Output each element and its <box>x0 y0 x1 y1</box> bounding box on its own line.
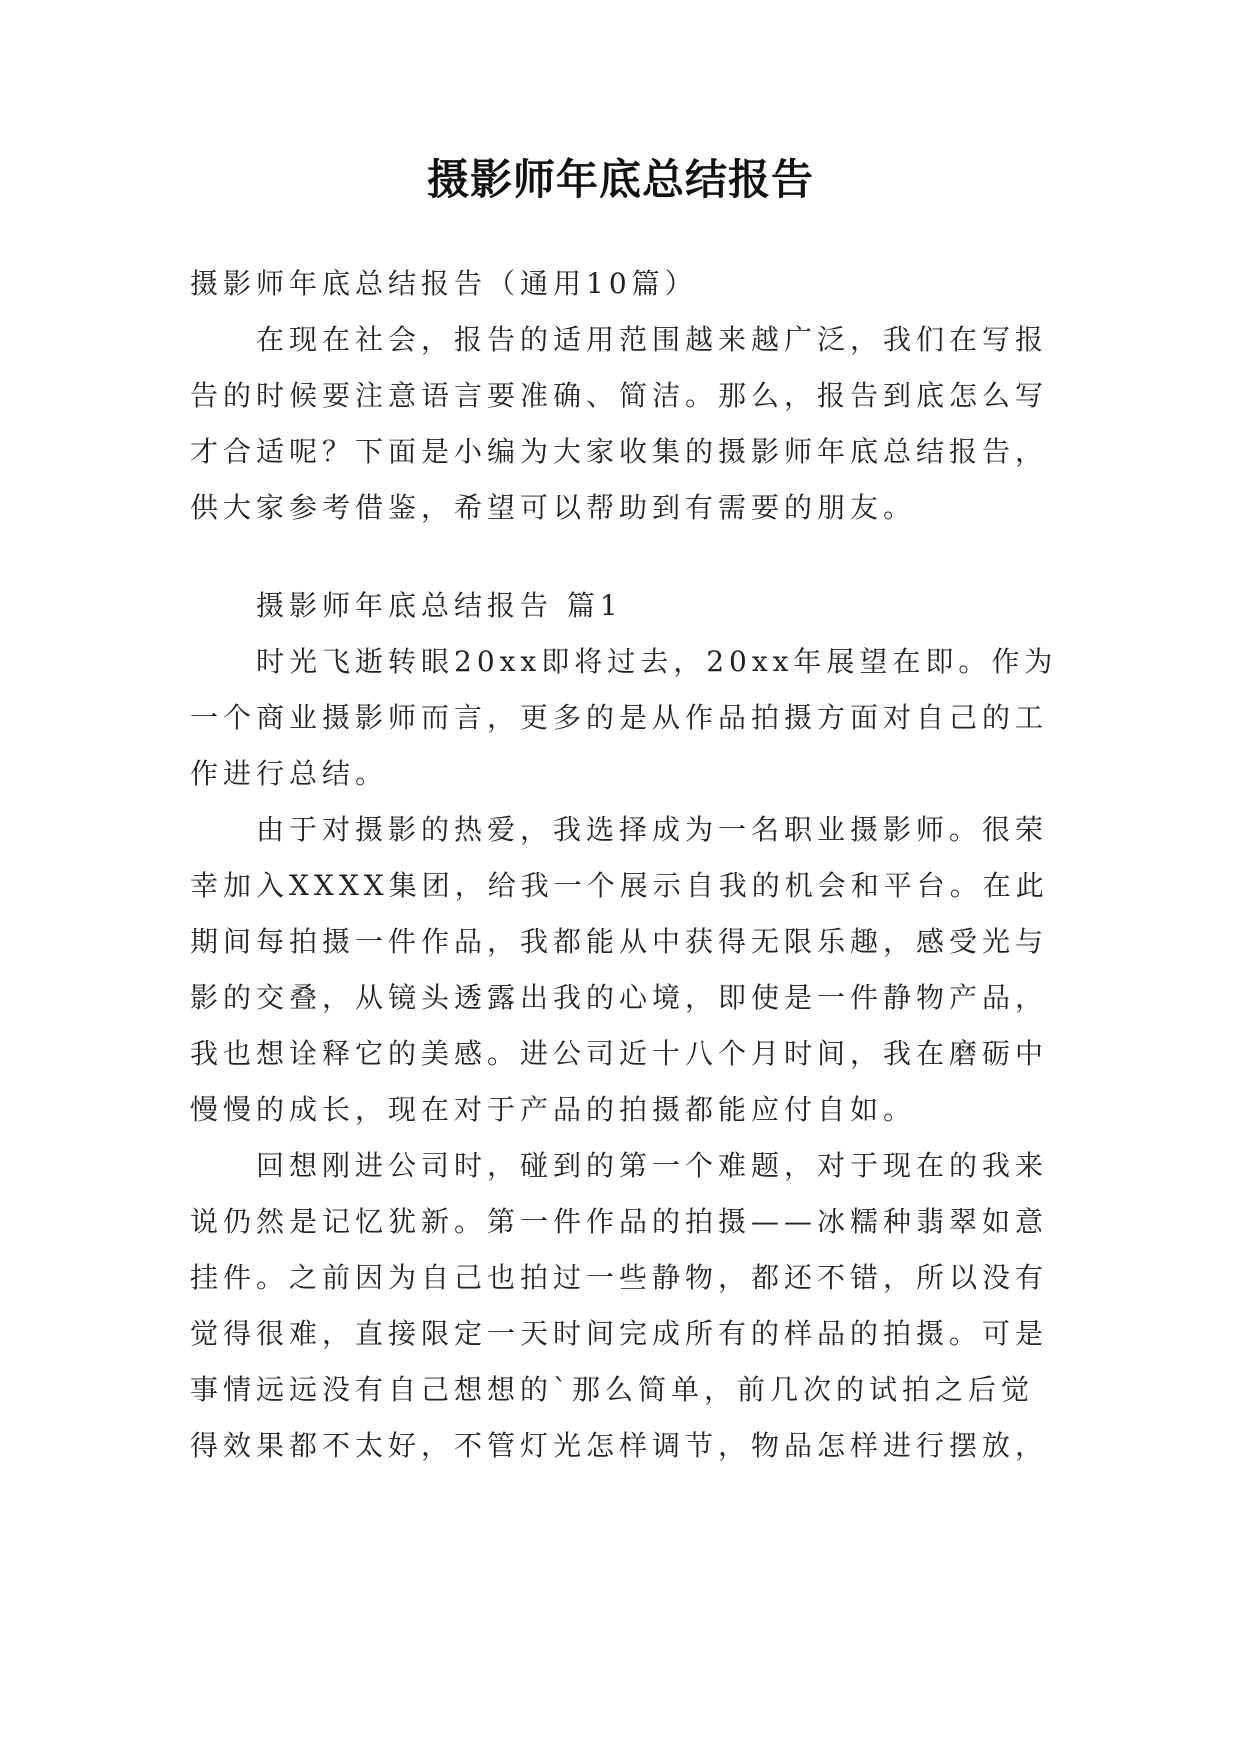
intro-line: 才合适呢？下面是小编为大家收集的摄影师年底总结报告， <box>190 435 1049 468</box>
paragraph-line: 事情远远没有自己想想的`那么简单，前几次的试拍之后觉 <box>190 1373 1035 1406</box>
paragraph-line: 觉得很难，直接限定一天时间完成所有的样品的拍摄。可是 <box>190 1317 1049 1350</box>
paragraph-line: 挂件。之前因为自己也拍过一些静物，都还不错，所以没有 <box>190 1261 1049 1294</box>
paragraph-line: 时光飞逝转眼20xx即将过去，20xx年展望在即。作为 <box>256 645 1058 678</box>
paragraph-line: 我也想诠释它的美感。进公司近十八个月时间，我在磨砺中 <box>190 1037 1049 1070</box>
paragraph-line: 说仍然是记忆犹新。第一件作品的拍摄——冰糯种翡翠如意 <box>190 1205 1049 1238</box>
intro-paragraph <box>190 312 1058 536</box>
paragraph-line: 由于对摄影的热爱，我选择成为一名职业摄影师。很荣 <box>256 813 1049 846</box>
intro-line: 在现在社会，报告的适用范围越来越广泛，我们在写报 <box>256 323 1049 356</box>
body-paragraph <box>190 802 1058 1138</box>
section-spacer <box>190 536 1058 578</box>
intro-line: 告的时候要注意语言要准确、简洁。那么，报告到底怎么写 <box>190 379 1049 412</box>
paragraph-line: 回想刚进公司时，碰到的第一个难题，对于现在的我来 <box>256 1149 1049 1182</box>
body-paragraph <box>190 634 1058 802</box>
paragraph-line: 慢慢的成长，现在对于产品的拍摄都能应付自如。 <box>190 1093 917 1126</box>
paragraph-line: 期间每拍摄一件作品，我都能从中获得无限乐趣，感受光与 <box>190 925 1049 958</box>
document-title: 摄影师年底总结报告 <box>426 155 814 204</box>
paragraph-line: 作进行总结。 <box>190 757 389 790</box>
document-body <box>190 256 1058 1474</box>
body-paragraph <box>190 1138 1058 1474</box>
paragraph-line: 得效果都不太好，不管灯光怎样调节，物品怎样进行摆放， <box>190 1429 1049 1462</box>
document-subtitle: 摄影师年底总结报告（通用10篇） <box>190 267 698 300</box>
paragraph-line: 影的交叠，从镜头透露出我的心境，即使是一件静物产品， <box>190 981 1049 1014</box>
section-heading: 摄影师年底总结报告 篇1 <box>256 589 623 622</box>
paragraph-line: 一个商业摄影师而言，更多的是从作品拍摄方面对自己的工 <box>190 701 1049 734</box>
paragraph-line: 幸加入XXXX集团，给我一个展示自我的机会和平台。在此 <box>190 869 1049 902</box>
intro-line: 供大家参考借鉴，希望可以帮助到有需要的朋友。 <box>190 491 917 524</box>
